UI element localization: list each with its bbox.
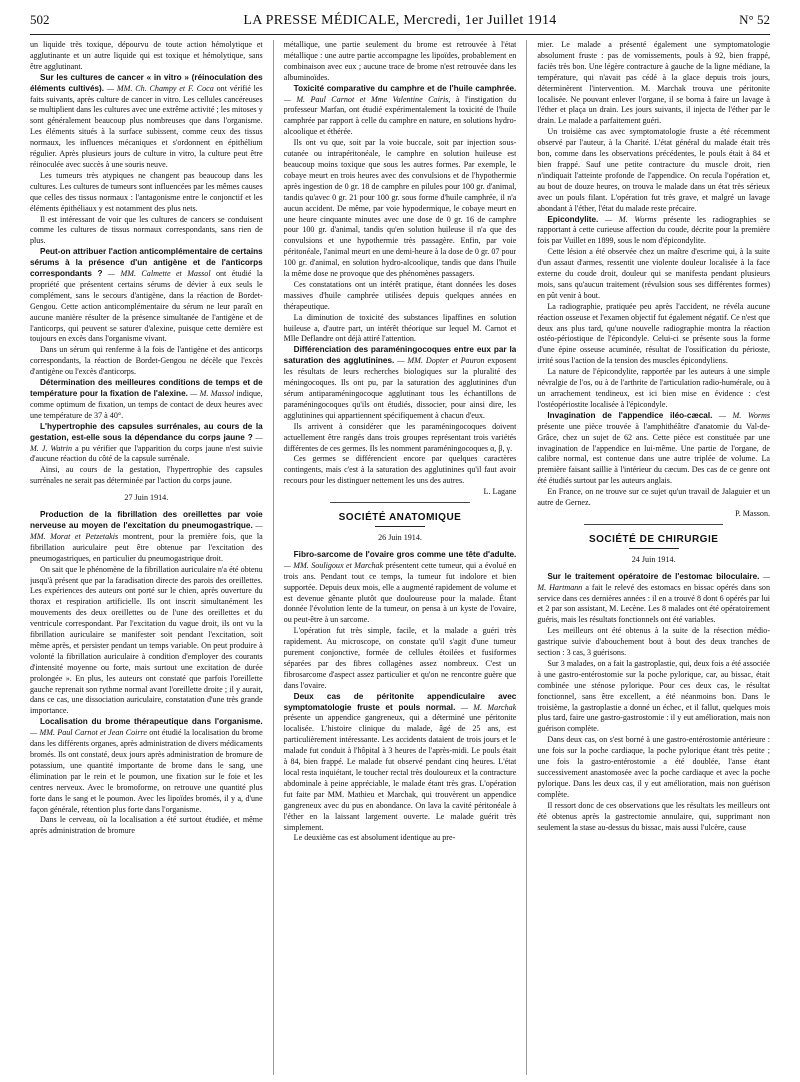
article-title: Epicondylite.	[547, 214, 599, 224]
article-authors: — MM. Morat et Petzetakis	[30, 520, 263, 541]
article-paragraph: Détermination des meilleures conditions de temps et de température pour la fixation de l'alexine. — M. Massol indique, comme optimum de fixation, un temps de contact de deux heures avec une température de 37 à 40°.	[30, 378, 263, 420]
article-authors: — MM. Ch. Champy et F. Coca	[106, 83, 214, 93]
article-title: Localisation du brome thérapeutique dans l'organisme.	[40, 717, 263, 727]
article-authors: — MM. Paul Carnot et Jean Coirre	[30, 728, 147, 738]
paragraph: Les meilleurs ont été obtenus à la suite de la résection médio-gastrique suivie d'abouchement bout à bout des deux tranches de section : 3 cas, 3 guérisons.	[537, 626, 771, 658]
paragraph: Sur 3 malades, on a fait la gastroplastie, qui, deux fois a été associée à une gastro-entérostomie sur la poche pylorique, car, au bissac, était combinée une sténose pylorique. Pour ces deux cas, le résultat fonctionnel, sans être excellent, a été néanmoins bon. Dans le troisième, la gastroplastie a donné un échec, et il fallut, quelques mois plus tard, faire une gastro-gastrostomie : il y eut amélioration, mais non guérison complète.	[537, 658, 771, 734]
paragraph: La diminution de toxicité des substances lipaffines en solution huileuse a, d'autre part, un intérêt théorique sur lequel M. Carnot et Mlle Deflandre ont déjà attiré l'attention.	[283, 312, 517, 344]
column-separator	[273, 40, 274, 1075]
article-title: L'hypertrophie des capsules surrénales, au cours de la gestation, est-elle sous la dépendance du corps jaune ?	[30, 421, 263, 442]
paragraph: Un troisième cas avec symptomatologie fruste a été récemment observé par l'auteur, à la Charité. L'état général du malade était très bon, comme dans les observations précédentes, le pouls était à 84 et bien frappé. Sauf une petite contracture du muscle droit, rien n'indiquait l'atteinte profonde de l'appendice. On recula l'opération et, au bout de douze heures, on trouva le malade dans un état très sérieux avec un pouls filant. L'opération fut très grave, et malgré un lavage abondant à l'éther, l'état du malade reste précaire.	[537, 127, 771, 213]
column-1	[30, 40, 263, 1075]
paragraph: La radiographie, pratiquée peu après l'accident, ne révéla aucune réaction osseuse et l'examen objectif fut également négatif. Ce n'est que deux ans plus tard, qu'une nouvelle radiographie montra la réaction ostéo-périostique de l'épicondyle. Celui-ci se présente sous la forme d'une épine osseuse acuminée, résultat de l'ossification du périoste, irrité sous l'action de la tension des muscles épicondyliens.	[537, 301, 771, 366]
paragraph: un liquide très toxique, dépourvu de toute action hémolytique et agglutinante et un autre liquide qui est toxique et hémolytique, sans être agglutinant.	[30, 40, 263, 71]
paragraph: L'opération fut très simple, facile, et la malade a guéri très rapidement. Au microscope, on constate qu'il s'agit d'une tumeur purement conjonctive, formée de cellules étoilées et fusiformes séparées par des fibres collagènes assez nombreux. C'est un fibrosarcome d'aspect assez particulier et qu'on ne rencontre guère que dans l'ovaire.	[283, 626, 517, 690]
article-authors: — MM. Dopter et Pauron	[397, 356, 485, 366]
article-paragraph: Fibro-sarcome de l'ovaire gros comme une tête d'adulte. — MM. Souligoux et Marchak présentent cette tumeur, qui a évolué en trois ans. Pendant tout ce temps, la tumeur fut indolore et bien supportée. Depuis deux mois, elle a augmenté rapidement de volume et est devenue gênante plutôt que douloureuse pour la malade. Étant donnée l'évolution lente de la tumeur, on pensa à un kyste de l'ovaire, ou peut-être à un sarcome.	[283, 549, 517, 625]
article-authors: — M. Marchak	[460, 702, 517, 712]
signature: P. Masson.	[735, 508, 771, 518]
article-authors: — MM. Souligoux et Marchak	[283, 560, 384, 570]
paragraph: La nature de l'épicondylite, rapportée par les auteurs à une simple névralgie de l'os, ou à de l'arthrite de l'articulation radio-humérale, ou à un arrachement tendineux, est ici bien mise en évidence : c'est l'ostéopériostite localisée à l'épicondyle.	[537, 367, 771, 409]
article-title: Détermination des meilleures conditions de temps et de température pour la fixation de l'alexine.	[30, 378, 263, 398]
paragraph: métallique, une partie seulement du brome est retrouvée à l'état métallique : une autre partie accompagne les lipoïdes, probablement en combinaison avec eux ; aucune trace de brome n'est retrouvée dans les albuminoïdes.	[283, 40, 517, 82]
article-paragraph: Localisation du brome thérapeutique dans l'organisme. — MM. Paul Carnot et Jean Coirre ont étudié la localisation du brome dans les différents organes, après administration de divers médicaments bromés. Ils ont constaté, deux jours après administration de bromure de potassium, une quantité importante de brome dans le sang, une élimination par le rein et le poumon, une fixation sur le foie et les centres nerveux. Avec le bromoforme, on retrouve une quantité plus forte dans le sang et le poumon. Avec les lipoïdes bromés, il y a, d'une façon générale, rétention plus forte dans l'organisme.	[30, 717, 263, 814]
article-paragraph: Différenciation des paraméningocoques entre eux par la saturation des agglutinines. — MM. Dopter et Pauron exposent les résultats de leurs recherches biologiques sur la pluralité des méningocoques. Ils ont pu, par la saturation des agglutinines d'un sérum antiparaméningocoque agglutinant tous les échantillons de paraméningocoques qu'ils ont étudiés, dissocier, pour ainsi dire, les agglutinines qui appartiennent spécifiquement à chacun d'eux.	[283, 345, 517, 420]
article-paragraph: Peut-on attribuer l'action anticomplémentaire de certains sérums à la présence d'un antigène et de l'anticorps correspondants ? — MM. Calmette et Massol ont étudié la propriété que présentent certains sérums de dévier à eux seuls le complément, sans le secours d'antigène, dans la réaction de Bordet-Gengou. Cette action anticomplémentaire du sérum ne leur paraît en aucune manière résulter de la présence simultanée de l'antigène et de l'anticorps, qui peuvent se saturer d'alexine, puisque cette dernière est toujours en excès dans l'organisme vivant.	[30, 247, 263, 344]
section-underline	[629, 548, 679, 549]
article-paragraph: Sur le traitement opératoire de l'estomac biloculaire. — M. Hartmann a fait le relevé des estomacs en bissac opérés dans son service dans ces dernières années : il en a trouvé 8 dont 6 opérés par lui et 2 par son assistant, M. Lecène. Les 8 malades ont été opératoirement guéris, mais les résultats fonctionnels ont été variables.	[537, 571, 771, 625]
article-paragraph: Sur les cultures de cancer « in vitro » (réinoculation des éléments cultivés). — MM. Ch. Champy et F. Coca ont vérifié les faits suivants, après culture de cancer in vitro. Les cellules cancéreuses se multiplient dans les cultures avec une extrême activité ; les mitoses y sont généralement beaucoup plus nombreuses que dans l'organisme. Les éléments situés à la surface subissent, comme ceux des tissus normaux, les influences mécaniques et s'ordonnent en épithélium régulier. Après plusieurs jours de culture in vitro, la culture peut être réinoculée avec succès à une souris neuve.	[30, 72, 263, 169]
article-title: Production de la fibrillation des oreillettes par voie nerveuse au moyen de l'excitation du pneumogastrique.	[30, 510, 263, 530]
page-number: 502	[30, 12, 50, 27]
paragraph: Dans le cerveau, où la localisation a été surtout étudiée, et même après administration de bromure	[30, 815, 263, 836]
column-3	[537, 40, 770, 1075]
section-rule	[330, 502, 470, 503]
issue-number: N° 52	[739, 12, 770, 27]
session-date: 26 Juin 1914.	[378, 532, 422, 542]
article-title: Sur le traitement opératoire de l'estomac biloculaire.	[547, 571, 760, 581]
article-title: Toxicité comparative du camphre et de l'huile camphrée.	[293, 83, 517, 93]
header-rule	[30, 34, 770, 35]
article-title: Deux cas de péritonite appendiculaire avec symptomatologie fruste et pouls normal.	[283, 691, 517, 712]
article-paragraph: Epicondylite. — M. Worms présente les radiographies se rapportant à cette curieuse affection du coude, décrite pour la première fois par Vuillet en 1899, sous le nom d'épicondylite.	[537, 214, 771, 246]
article-authors: — M. Worms	[718, 410, 771, 420]
journal-title: LA PRESSE MÉDICALE, Mercredi, 1er Juillet 1914	[243, 13, 557, 28]
section-underline	[375, 526, 425, 527]
paragraph: Ces constatations ont un intérêt pratique, étant données les doses massives d'huile camphrée utilisées depuis quelques années en thérapeutique.	[283, 279, 517, 311]
article-paragraph: Toxicité comparative du camphre et de l'huile camphrée. — M. Paul Carnot et Mme Valentine Cairis, à l'instigation du professeur Marfan, ont étudié expérimentalement la toxicité de l'huile camphrée par rapport à celle du camphre en nature, en solutions hydro-alcoolique et éthérée.	[283, 83, 517, 137]
session-date: 24 Juin 1914.	[631, 554, 676, 564]
section-heading: SOCIÉTÉ DE CHIRURGIE	[588, 533, 719, 545]
article-paragraph: Deux cas de péritonite appendiculaire avec symptomatologie fruste et pouls normal. — M. Marchak présente un appendice gangreneux, qui a déterminé une péritonite localisée. L'histoire clinique du malade, âgé de 25 ans, est particulièrement intéressante. Les accidents dataient de trois jours et le malade fut conduit à l'hôpital à 3 heures de l'après-midi. Le pouls était à 84, bien frappé. Le malade fut observé pendant cinq heures. L'état local resta inquiétant, le toucher rectal très douloureux et la contracture abdominale à peine appréciable, le malade étant très gras. L'opération fut faite par MM. Mathieu et Marchak, qui trouvèrent un appendice gangreneux avec du pus en abondance. On lava la cavité péritonéale à l'éther en la laissant largement ouverte. Le malade guérit très simplement.	[283, 691, 517, 832]
paragraph: Ainsi, au cours de la gestation, l'hypertrophie des capsules surrénales ne serait pas déterminée par l'action du corps jaune.	[30, 465, 263, 486]
article-authors: — MM. Calmette et Massol	[107, 269, 211, 279]
signature: L. Lagane	[483, 487, 517, 497]
article-authors: — M. Paul Carnot et Mme Valentine Cairis	[283, 94, 449, 104]
article-authors: — M. Hartmann	[537, 571, 771, 592]
article-title: Invagination de l'appendice iléo-cæcal.	[547, 410, 713, 420]
paragraph: Cette lésion a été observée chez un maître d'escrime qui, à la suite d'un assaut d'armes, ressentit une violente douleur localisée à la face externe du coude droit, douleur qui se manifesta pendant plusieurs mois, sans qu'aucun traitement (révulsion sous ses différentes formes) en pût venir à bout.	[537, 247, 771, 300]
article-authors: — M. Massol	[190, 389, 235, 398]
paragraph: On sait que le phénomène de la fibrillation auriculaire n'a été obtenu jusqu'à présent que par la faradisation directe des parois des oreillettes. Les expériences des auteurs ont porté sur le chien, après ouverture du thorax et respiration artificielle. Ils ont inscrit simultanément les mouvements des deux oreillettes ou de l'une des oreillettes et du ventricule correspondant. Par l'excitation du vague droit, ils ont vu la fibrillation auriculaire se manifester soit pendant l'excitation, soit même après, et persister pendant un temps variable. On peut produire à volonté la fibrillation auriculaire à condition d'employer des courants d'intensité moyenne ou forte, mais surtout une excitation de durée prolongée ». En plus, les auteurs ont constaté que parfois l'oreillette gauche reprenait son rythme normal avant l'oreillette droite ; il y aurait, dans ce cas, une dissociation auriculaire, constatation d'une très grande importance.	[30, 564, 263, 716]
paragraph: Ces germes se différencient encore par quelques caractères contingents, mais c'est à la saturation des agglutinines qu'il faut avoir recours pour les distinguer nettement les uns des autres.	[283, 454, 517, 486]
section-rule	[584, 524, 724, 525]
paragraph: mier. Le malade a présenté également une symptomatologie absolument fruste : pas de vomissements, pouls à 92, bien frappé, faciès très bon. Une légère contracture à gauche de la ligne médiane, la température, qui n'avait pas cédé à la glace depuis trois jours, déterminèrent l'intervention. M. Marchak trouva une péritonite localisée. Ne pouvant enlever l'organe, il se borna à faire un lavage à l'éther et plaça un drain. Les jours suivants, il injecta de l'éther par le drain. Le malade a parfaitement guéri.	[537, 40, 771, 126]
article-paragraph: Invagination de l'appendice iléo-cæcal. — M. Worms présente une pièce trouvée à l'amphithéâtre d'anatomie du Val-de-Grâce, chez un sujet de 62 ans. Cette pièce est constituée par une invagination de l'appendice en lui-même. Une partie de l'organe, de calibre normal, est contenue dans une autre triplée de volume. La première faisant saillie à l'intérieur du cæcum. Des cas de ce genre ont été étudiés surtout par les auteurs anglais.	[537, 410, 771, 486]
article-columns	[30, 40, 770, 1075]
section-heading: SOCIÉTÉ ANATOMIQUE	[338, 512, 462, 524]
article-paragraph: Production de la fibrillation des oreillettes par voie nerveuse au moyen de l'excitation du pneumogastrique. — MM. Morat et Petzetakis montrent, pour la première fois, que la fibrillation auriculaire peut être obtenue par l'excitation des pneumogastriques, en particulier du pneumogastrique droit.	[30, 510, 263, 563]
paragraph: Ils arrivent à considérer que les paraméningocoques doivent actuellement être rangés dans trois groupes représentant trois variétés différentes de ces germes. Ils les nomment paraméningocoques α, β, γ.	[283, 421, 517, 453]
session-date: 27 Juin 1914.	[124, 493, 169, 503]
article-title: Sur les cultures de cancer « in vitro » (réinoculation des éléments cultivés).	[30, 72, 263, 93]
article-authors: — M. Worms	[604, 214, 657, 224]
paragraph: Le deuxième cas est absolument identique au pre-	[293, 833, 456, 843]
paragraph: Ils ont vu que, soit par la voie buccale, soit par injection sous-cutanée ou intrapéritonéale, le camphre en solution huileuse est beaucoup moins toxique que sous les autres formes. Par exemple, le cobaye meurt en trois heures avec des convulsions et de l'hypothermie après ingestion de 0 gr. 18 de camphre en pilules pour 100 gr. d'animal, tandis qu'avec 0 gr. 21 pour 100 gr. sous forme d'huile camphrée, il n'a aucun accident. De même, par voie hypodermique, le cobaye meurt en une heure cinquante minutes avec une dose de 0 gr. 16 de camphre pour 100 gr. d'animal, tandis qu'en solution huileuse il n'a que des convulsions et une hypothermie très passagère. Enfin, par voie péritonéale, l'animal meurt en une demi-heure à la dose de 0 gr. 07 pour 100 gr. d'animal, en solution hydro-alcoolique, tandis que dans l'huile la même dose ne provoque que des phénomènes passagers.	[283, 138, 517, 279]
paragraph: Dans deux cas, on s'est borné à une gastro-entérostomie antérieure : une fois sur la poche cardiaque, la poche pylorique étant très petite ; une fois la gastro-entérostomie a été doublée, l'anse étant successivement anastomosée avec la poche cardiaque et avec la poche pylorique. Dans les deux cas, il y eut amélioration, mais non guérison complète.	[537, 735, 771, 799]
column-2	[284, 40, 517, 1075]
paragraph: Les tumeurs très atypiques ne changent pas beaucoup dans les cultures. Les cultures de tumeurs sont influencées par les mêmes causes que celles des tissus normaux : l'antagonisme entre le conjonctif et les éléments épithéliaux y est notamment des plus nets.	[30, 170, 263, 213]
article-authors: — M. J. Watrin	[30, 432, 263, 453]
article-paragraph: L'hypertrophie des capsules surrénales, au cours de la gestation, est-elle sous la dépendance du corps jaune ? — M. J. Watrin a pu vérifier que l'apparition du corps jaune n'est suivie d'aucune réaction du côté de la capsule surrénale.	[30, 421, 263, 464]
paragraph: Il ressort donc de ces observations que les résultats les meilleurs ont été obtenus après la gastrectomie annulaire, qui, supprimant non seulement la stase au-dessus du bissac, mais aussi l'ulcère, cause	[537, 800, 771, 832]
paragraph: Il est intéressant de voir que les cultures de cancers se conduisent comme les cultures de tissus normaux correspondants, sans rien de plus.	[30, 214, 263, 246]
column-separator	[526, 40, 527, 1075]
paragraph: En France, on ne trouve sur ce sujet qu'un travail de Jalaguier et un autre de Gernez.	[537, 487, 771, 508]
paragraph: Dans un sérum qui renferme à la fois de l'antigène et des anticorps correspondants, la réaction de Bordet-Gengou ne décèle que l'excès d'antigène ou l'excès d'anticorps.	[30, 345, 263, 377]
page-header	[30, 12, 770, 34]
article-title: Peut-on attribuer l'action anticomplémentaire de certains sérums à la présence d'un antigène et de l'anticorps correspondants ?	[30, 247, 263, 279]
article-title: Fibro-sarcome de l'ovaire gros comme une tête d'adulte.	[293, 549, 517, 559]
article-title: Différenciation des paraméningocoques entre eux par la saturation des agglutinines.	[283, 345, 517, 366]
